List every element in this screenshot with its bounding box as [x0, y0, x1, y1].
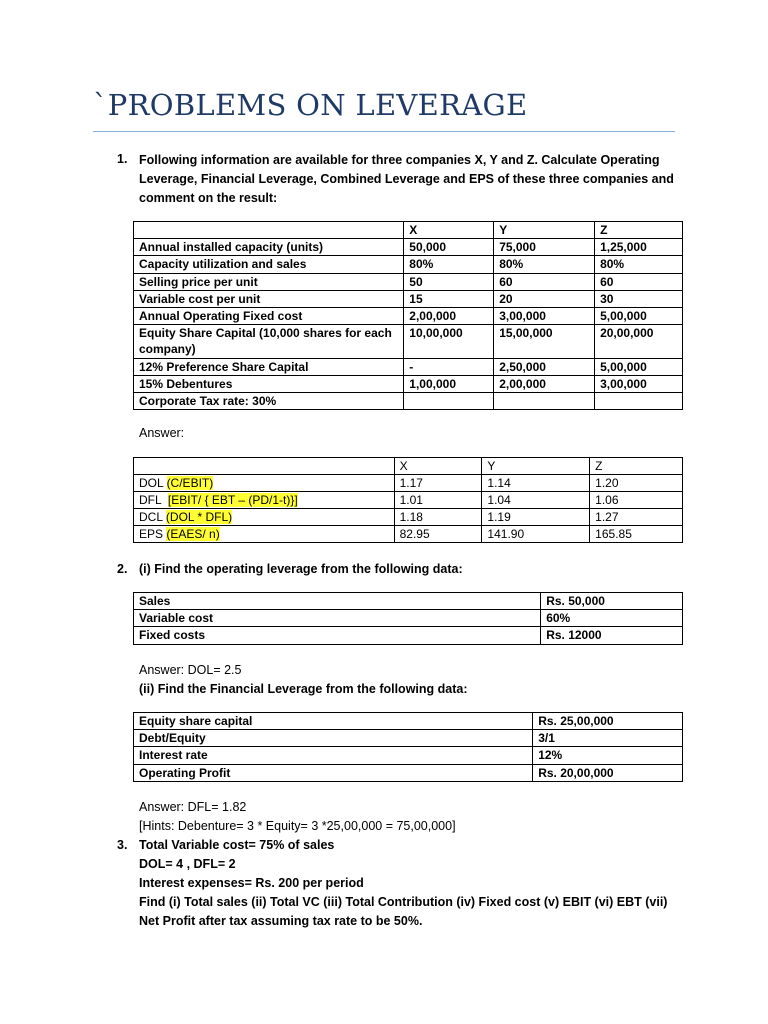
- table-value-cell: Rs. 20,00,000: [533, 764, 683, 781]
- answer-metric-label: DFL: [139, 493, 168, 507]
- table-value-cell: Rs. 25,00,000: [533, 713, 683, 730]
- table-cell: 12% Preference Share Capital: [134, 358, 404, 375]
- table-cell: 10,00,000: [404, 325, 494, 358]
- question-3-line-3: Interest expenses= Rs. 200 per period: [139, 876, 364, 890]
- question-2-table-2: [133, 712, 683, 782]
- table-label-cell: Equity share capital: [134, 713, 533, 730]
- table-label-cell: Variable cost: [134, 610, 541, 627]
- answer-row: [134, 492, 683, 509]
- question-2-part-2-title: (ii) Find the Financial Leverage from the following data:: [139, 682, 468, 696]
- table-value-cell: Rs. 50,000: [541, 593, 683, 610]
- table-row: [134, 393, 683, 410]
- question-2-answer-1: Answer: DOL= 2.5: [139, 663, 242, 677]
- table-cell: 50,000: [404, 239, 494, 256]
- answer-formula-highlight: [EBIT/ { EBT – (PD/1-t)}]: [167, 493, 298, 507]
- table-cell: 80%: [404, 256, 494, 273]
- table-label-cell: Debt/Equity: [134, 730, 533, 747]
- table-row: [134, 290, 683, 307]
- table-cell: Equity Share Capital (10,000 shares for each company): [134, 325, 404, 358]
- answer-header-cell: [134, 458, 395, 475]
- table-cell: Variable cost per unit: [134, 290, 404, 307]
- answer-value-cell: 1.01: [394, 492, 482, 509]
- table-cell: Annual installed capacity (units): [134, 239, 404, 256]
- table-row: [134, 358, 683, 375]
- table-cell: 3,00,000: [494, 308, 595, 325]
- table-row: [134, 308, 683, 325]
- table-cell: 30: [595, 290, 683, 307]
- table-cell: Capacity utilization and sales: [134, 256, 404, 273]
- table-row: [134, 730, 683, 747]
- question-1-number: 1.: [117, 152, 128, 166]
- table-cell: 50: [404, 273, 494, 290]
- answer-value-cell: 82.95: [394, 526, 482, 543]
- table-cell: 80%: [494, 256, 595, 273]
- answer-header-cell: Z: [590, 458, 683, 475]
- question-1-data-table: [133, 221, 683, 410]
- answer-value-cell: 1.17: [394, 475, 482, 492]
- table-row: [134, 610, 683, 627]
- answer-value-cell: 165.85: [590, 526, 683, 543]
- table-value-cell: 12%: [533, 747, 683, 764]
- table-cell: Corporate Tax rate: 30%: [134, 393, 404, 410]
- answer-value-cell: 1.04: [482, 492, 590, 509]
- table-label-cell: Fixed costs: [134, 627, 541, 644]
- answer-value-cell: 1.06: [590, 492, 683, 509]
- answer-metric-cell: [134, 475, 395, 492]
- answer-value-cell: 141.90: [482, 526, 590, 543]
- answer-formula-highlight: (C/EBIT): [166, 476, 214, 490]
- table-row: [134, 593, 683, 610]
- answer-metric-cell: [134, 526, 395, 543]
- table-row: [134, 256, 683, 273]
- question-2-table-1: [133, 592, 683, 645]
- question-3-line-2: DOL= 4 , DFL= 2: [139, 857, 236, 871]
- question-3-line-1: Total Variable cost= 75% of sales: [139, 838, 335, 852]
- page-title: `PROBLEMS ON LEVERAGE: [93, 88, 528, 122]
- question-1-answer-table: [133, 457, 683, 543]
- table-cell: 75,000: [494, 239, 595, 256]
- table-cell: 15: [404, 290, 494, 307]
- table-row: [134, 747, 683, 764]
- table-row: [134, 627, 683, 644]
- title-underline: [93, 131, 675, 132]
- table-cell: 5,00,000: [595, 308, 683, 325]
- answer-metric-label: EPS: [139, 527, 167, 541]
- question-3-number: 3.: [117, 838, 128, 852]
- table-cell: 60: [595, 273, 683, 290]
- table-cell: 2,00,000: [404, 308, 494, 325]
- table-cell: [494, 393, 595, 410]
- answer-row: [134, 526, 683, 543]
- answer-formula-highlight: (DOL * DFL): [165, 510, 233, 524]
- question-1-text: Following information are available for three companies X, Y and Z. Calculate Operating Leverage, Financial Leverage, Combined Leverage and EPS of these three companies and comment on the result:: [139, 153, 674, 205]
- answer-header-cell: Y: [482, 458, 590, 475]
- answer-value-cell: 1.19: [482, 509, 590, 526]
- table-cell: 2,00,000: [494, 375, 595, 392]
- table-header-cell: [134, 222, 404, 239]
- table-cell: 1,25,000: [595, 239, 683, 256]
- table-cell: -: [404, 358, 494, 375]
- table-cell: 2,50,000: [494, 358, 595, 375]
- answer-value-cell: 1.27: [590, 509, 683, 526]
- table-label-cell: Operating Profit: [134, 764, 533, 781]
- table-cell: 1,00,000: [404, 375, 494, 392]
- answer-metric-cell: [134, 492, 395, 509]
- answer-value-cell: 1.20: [590, 475, 683, 492]
- table-row: [134, 764, 683, 781]
- table-cell: Selling price per unit: [134, 273, 404, 290]
- answer-row: [134, 475, 683, 492]
- table-header-cell: Z: [595, 222, 683, 239]
- question-1-answer-label: Answer:: [139, 426, 185, 440]
- table-row: [134, 325, 683, 358]
- question-3-line-4: Find (i) Total sales (ii) Total VC (iii) Total Contribution (iv) Fixed cost (v) EBIT (vi) EBT (vii): [139, 895, 668, 909]
- answer-header-row: [134, 458, 683, 475]
- table-label-cell: Interest rate: [134, 747, 533, 764]
- answer-header-cell: X: [394, 458, 482, 475]
- table-cell: 15,00,000: [494, 325, 595, 358]
- table-header-cell: Y: [494, 222, 595, 239]
- answer-formula-highlight: (EAES/ n): [166, 527, 220, 541]
- question-2-part-1-title: (i) Find the operating leverage from the following data:: [139, 562, 463, 576]
- table-cell: [404, 393, 494, 410]
- table-cell: 20: [494, 290, 595, 307]
- table-cell: 60: [494, 273, 595, 290]
- table-cell: [595, 393, 683, 410]
- table-label-cell: Sales: [134, 593, 541, 610]
- table-row: [134, 239, 683, 256]
- table-value-cell: 60%: [541, 610, 683, 627]
- question-2-hint: [Hints: Debenture= 3 * Equity= 3 *25,00,000 = 75,00,000]: [139, 819, 456, 833]
- table-row: [134, 713, 683, 730]
- table-cell: 80%: [595, 256, 683, 273]
- table-row: [134, 273, 683, 290]
- answer-value-cell: 1.14: [482, 475, 590, 492]
- table-header-cell: X: [404, 222, 494, 239]
- answer-value-cell: 1.18: [394, 509, 482, 526]
- table-header-row: [134, 222, 683, 239]
- answer-metric-cell: [134, 509, 395, 526]
- answer-metric-label: DCL: [139, 510, 166, 524]
- table-row: [134, 375, 683, 392]
- answer-metric-label: DOL: [139, 476, 167, 490]
- table-cell: Annual Operating Fixed cost: [134, 308, 404, 325]
- table-value-cell: Rs. 12000: [541, 627, 683, 644]
- question-2-number: 2.: [117, 562, 128, 576]
- answer-row: [134, 509, 683, 526]
- table-cell: 3,00,000: [595, 375, 683, 392]
- table-value-cell: 3/1: [533, 730, 683, 747]
- question-3-line-5: Net Profit after tax assuming tax rate to be 50%.: [139, 914, 423, 928]
- table-cell: 15% Debentures: [134, 375, 404, 392]
- table-cell: 5,00,000: [595, 358, 683, 375]
- table-cell: 20,00,000: [595, 325, 683, 358]
- question-2-answer-2: Answer: DFL= 1.82: [139, 800, 247, 814]
